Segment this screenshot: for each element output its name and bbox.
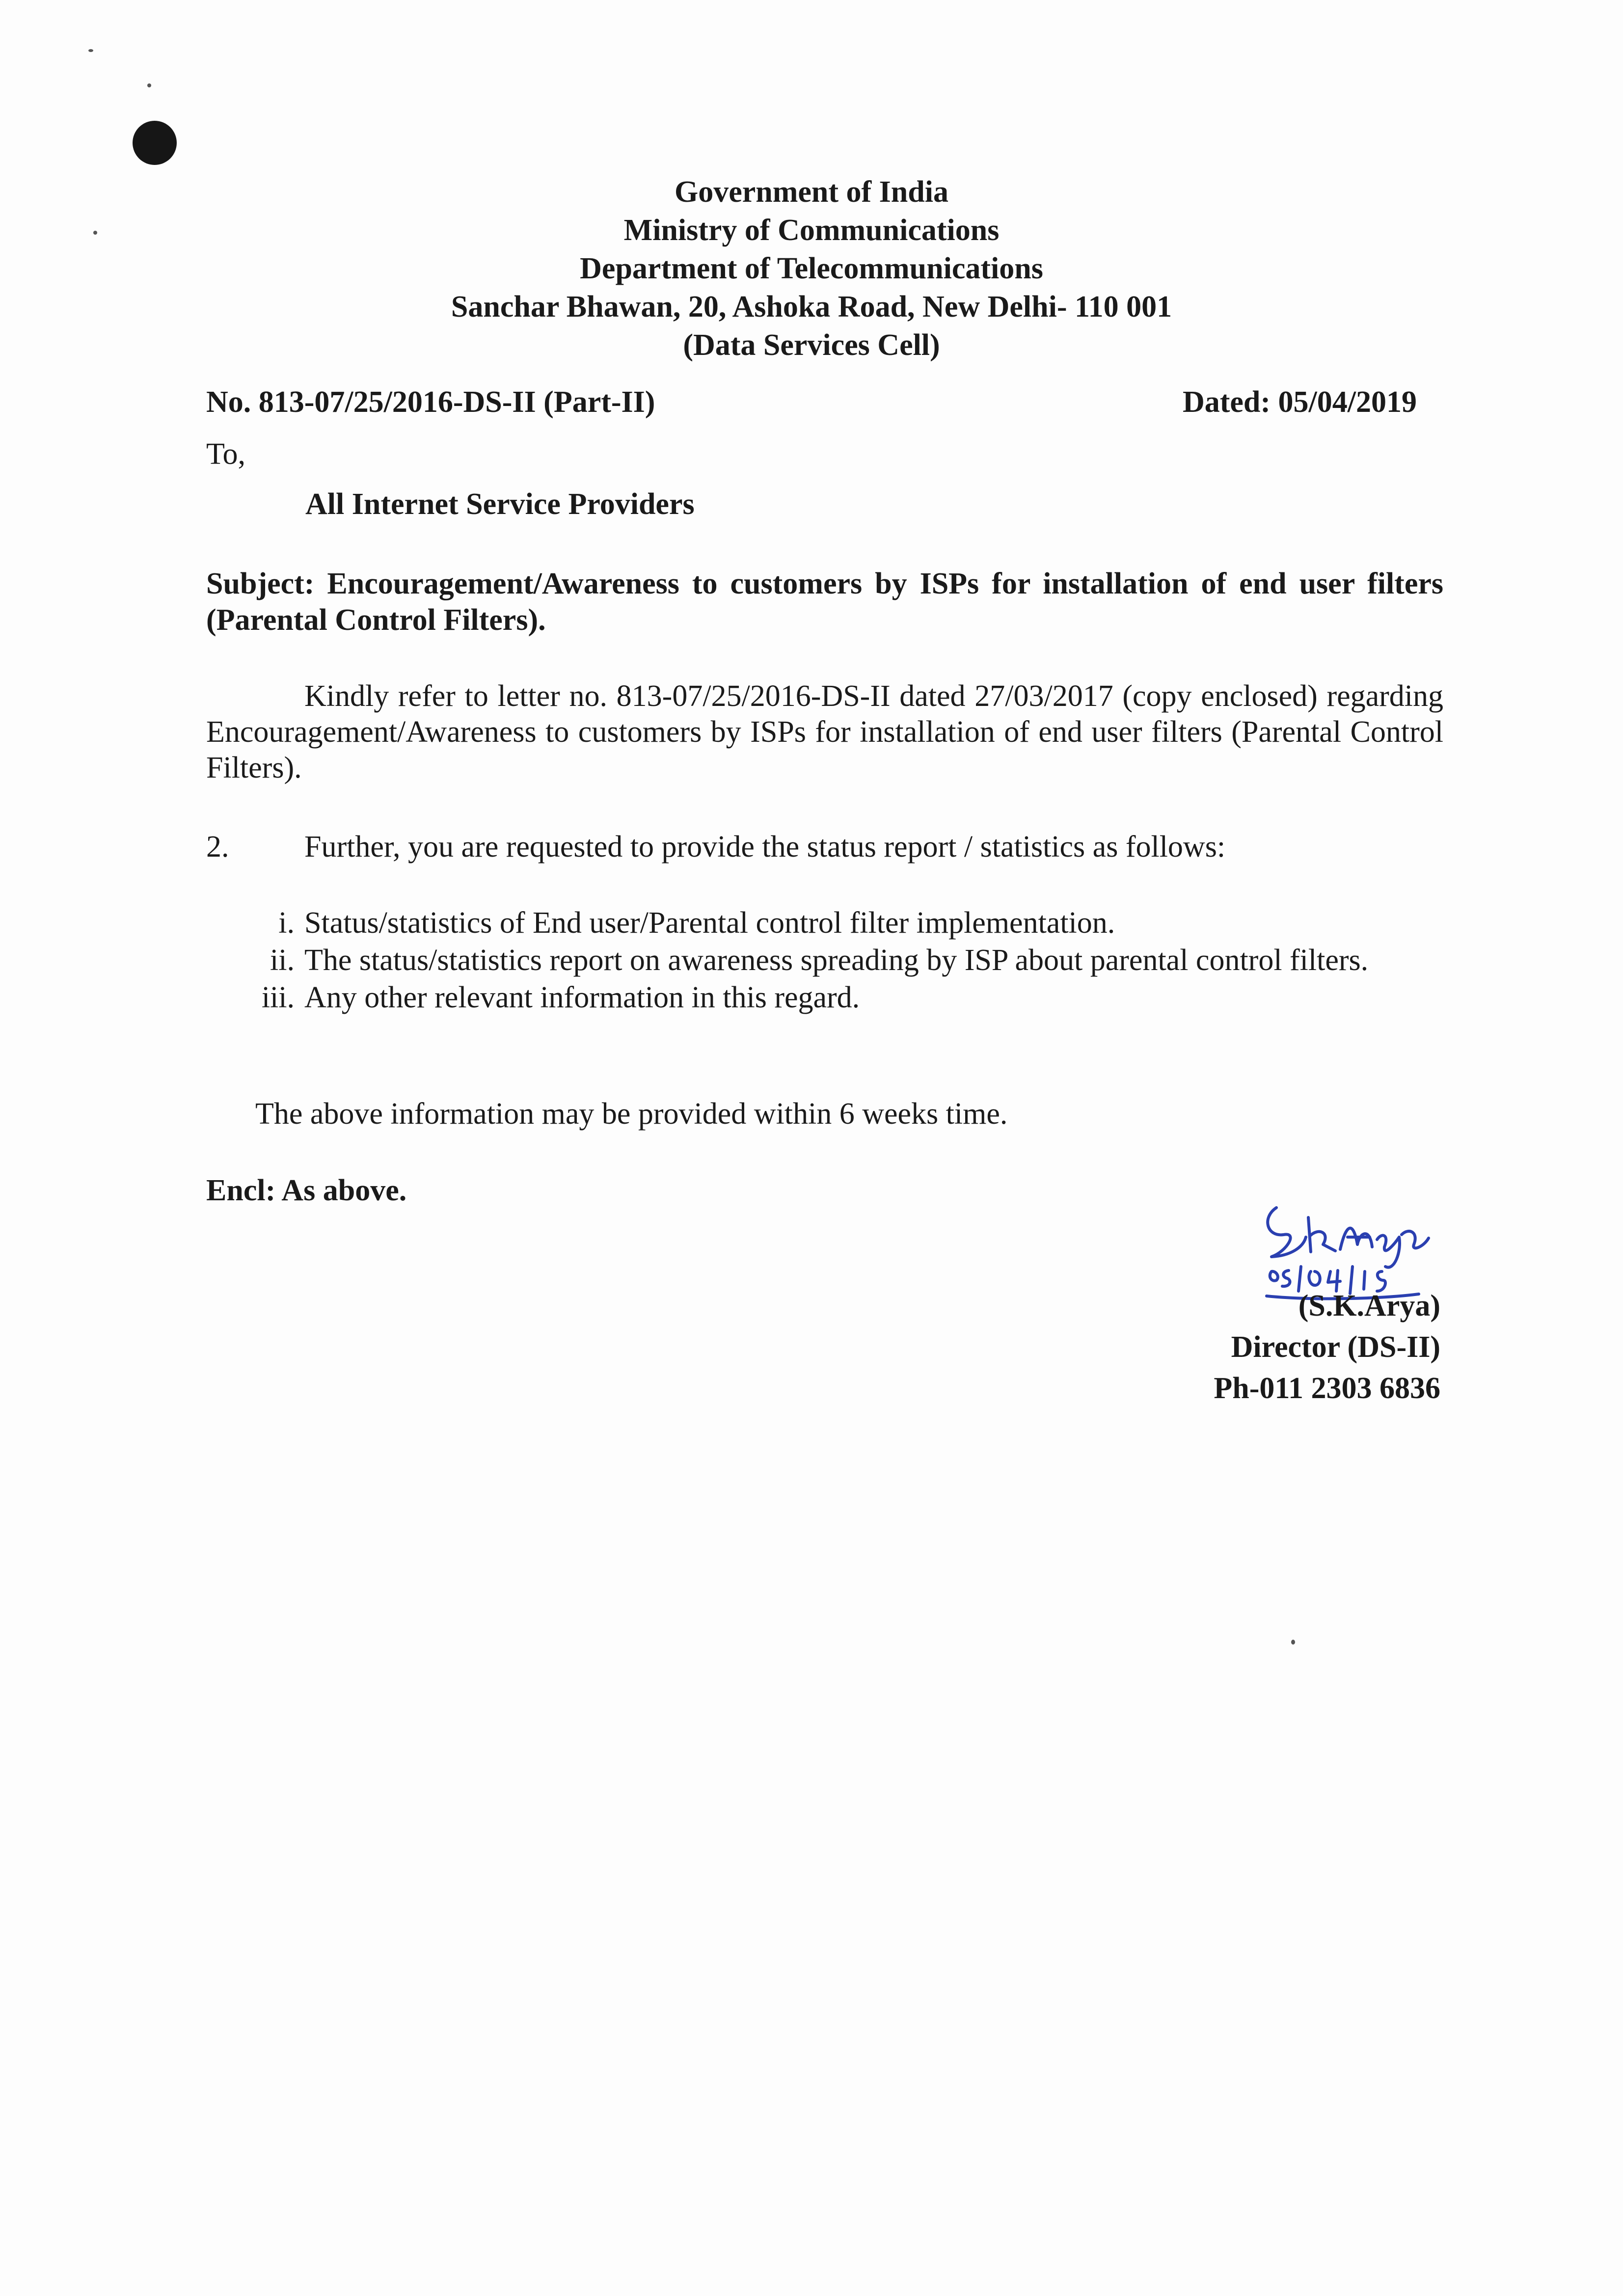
signatory-name: (S.K.Arya): [1298, 1289, 1440, 1323]
letterhead-department: Department of Telecommunications: [580, 252, 1043, 285]
list-item: [236, 979, 1443, 1016]
list-item: [236, 904, 1443, 942]
letterhead-cell: (Data Services Cell): [683, 328, 940, 362]
punch-hole-mark: [133, 121, 177, 165]
list-marker: ii.: [270, 944, 295, 977]
letterhead-government: Government of India: [675, 175, 948, 209]
reference-date: Dated: 05/04/2019: [1182, 385, 1417, 419]
list-item: [236, 942, 1443, 979]
closing-note: The above information may be provided within 6 weeks time.: [255, 1097, 1008, 1131]
request-list: [236, 904, 1443, 1016]
list-item-text: The status/statistics report on awareness spreading by ISP about parental control filters.: [304, 944, 1369, 977]
signature-block: [1214, 1285, 1440, 1409]
subject-line: Subject: Encouragement/Awareness to customers by ISPs for installation of end user filters (Parental Control Filters).: [206, 567, 1443, 637]
reference-number: No. 813-07/25/2016-DS-II (Part-II): [206, 385, 655, 419]
letterhead-ministry: Ministry of Communications: [623, 214, 1000, 247]
paragraph-request-text: Further, you are requested to provide the status report / statistics as follows:: [304, 830, 1226, 864]
addressee: All Internet Service Providers: [305, 487, 695, 521]
salutation-to: To,: [206, 437, 246, 471]
letterhead: [0, 173, 1623, 364]
paragraph-number: 2.: [206, 830, 229, 864]
list-marker: iii.: [261, 981, 295, 1014]
signatory-designation: Director (DS-II): [1231, 1330, 1440, 1364]
enclosure-note: Encl: As above.: [206, 1174, 407, 1207]
list-item-text: Status/statistics of End user/Parental control filter implementation.: [304, 906, 1115, 940]
scan-speck: [88, 49, 93, 52]
letterhead-address: Sanchar Bhawan, 20, Ashoka Road, New Delhi- 110 001: [451, 290, 1172, 324]
scan-speck: [147, 83, 151, 87]
list-item-text: Any other relevant information in this regard.: [304, 981, 860, 1014]
list-marker: i.: [278, 906, 295, 940]
scan-speck: [1291, 1640, 1295, 1645]
paragraph-request: [206, 830, 1225, 864]
signatory-phone: Ph-011 2303 6836: [1214, 1372, 1440, 1405]
paragraph-reference: Kindly refer to letter no. 813-07/25/2016-DS-II dated 27/03/2017 (copy enclosed) regarding Encouragement/Awareness to customers by ISPs for installation of end user filters (Parental Control Filters).: [206, 679, 1443, 784]
